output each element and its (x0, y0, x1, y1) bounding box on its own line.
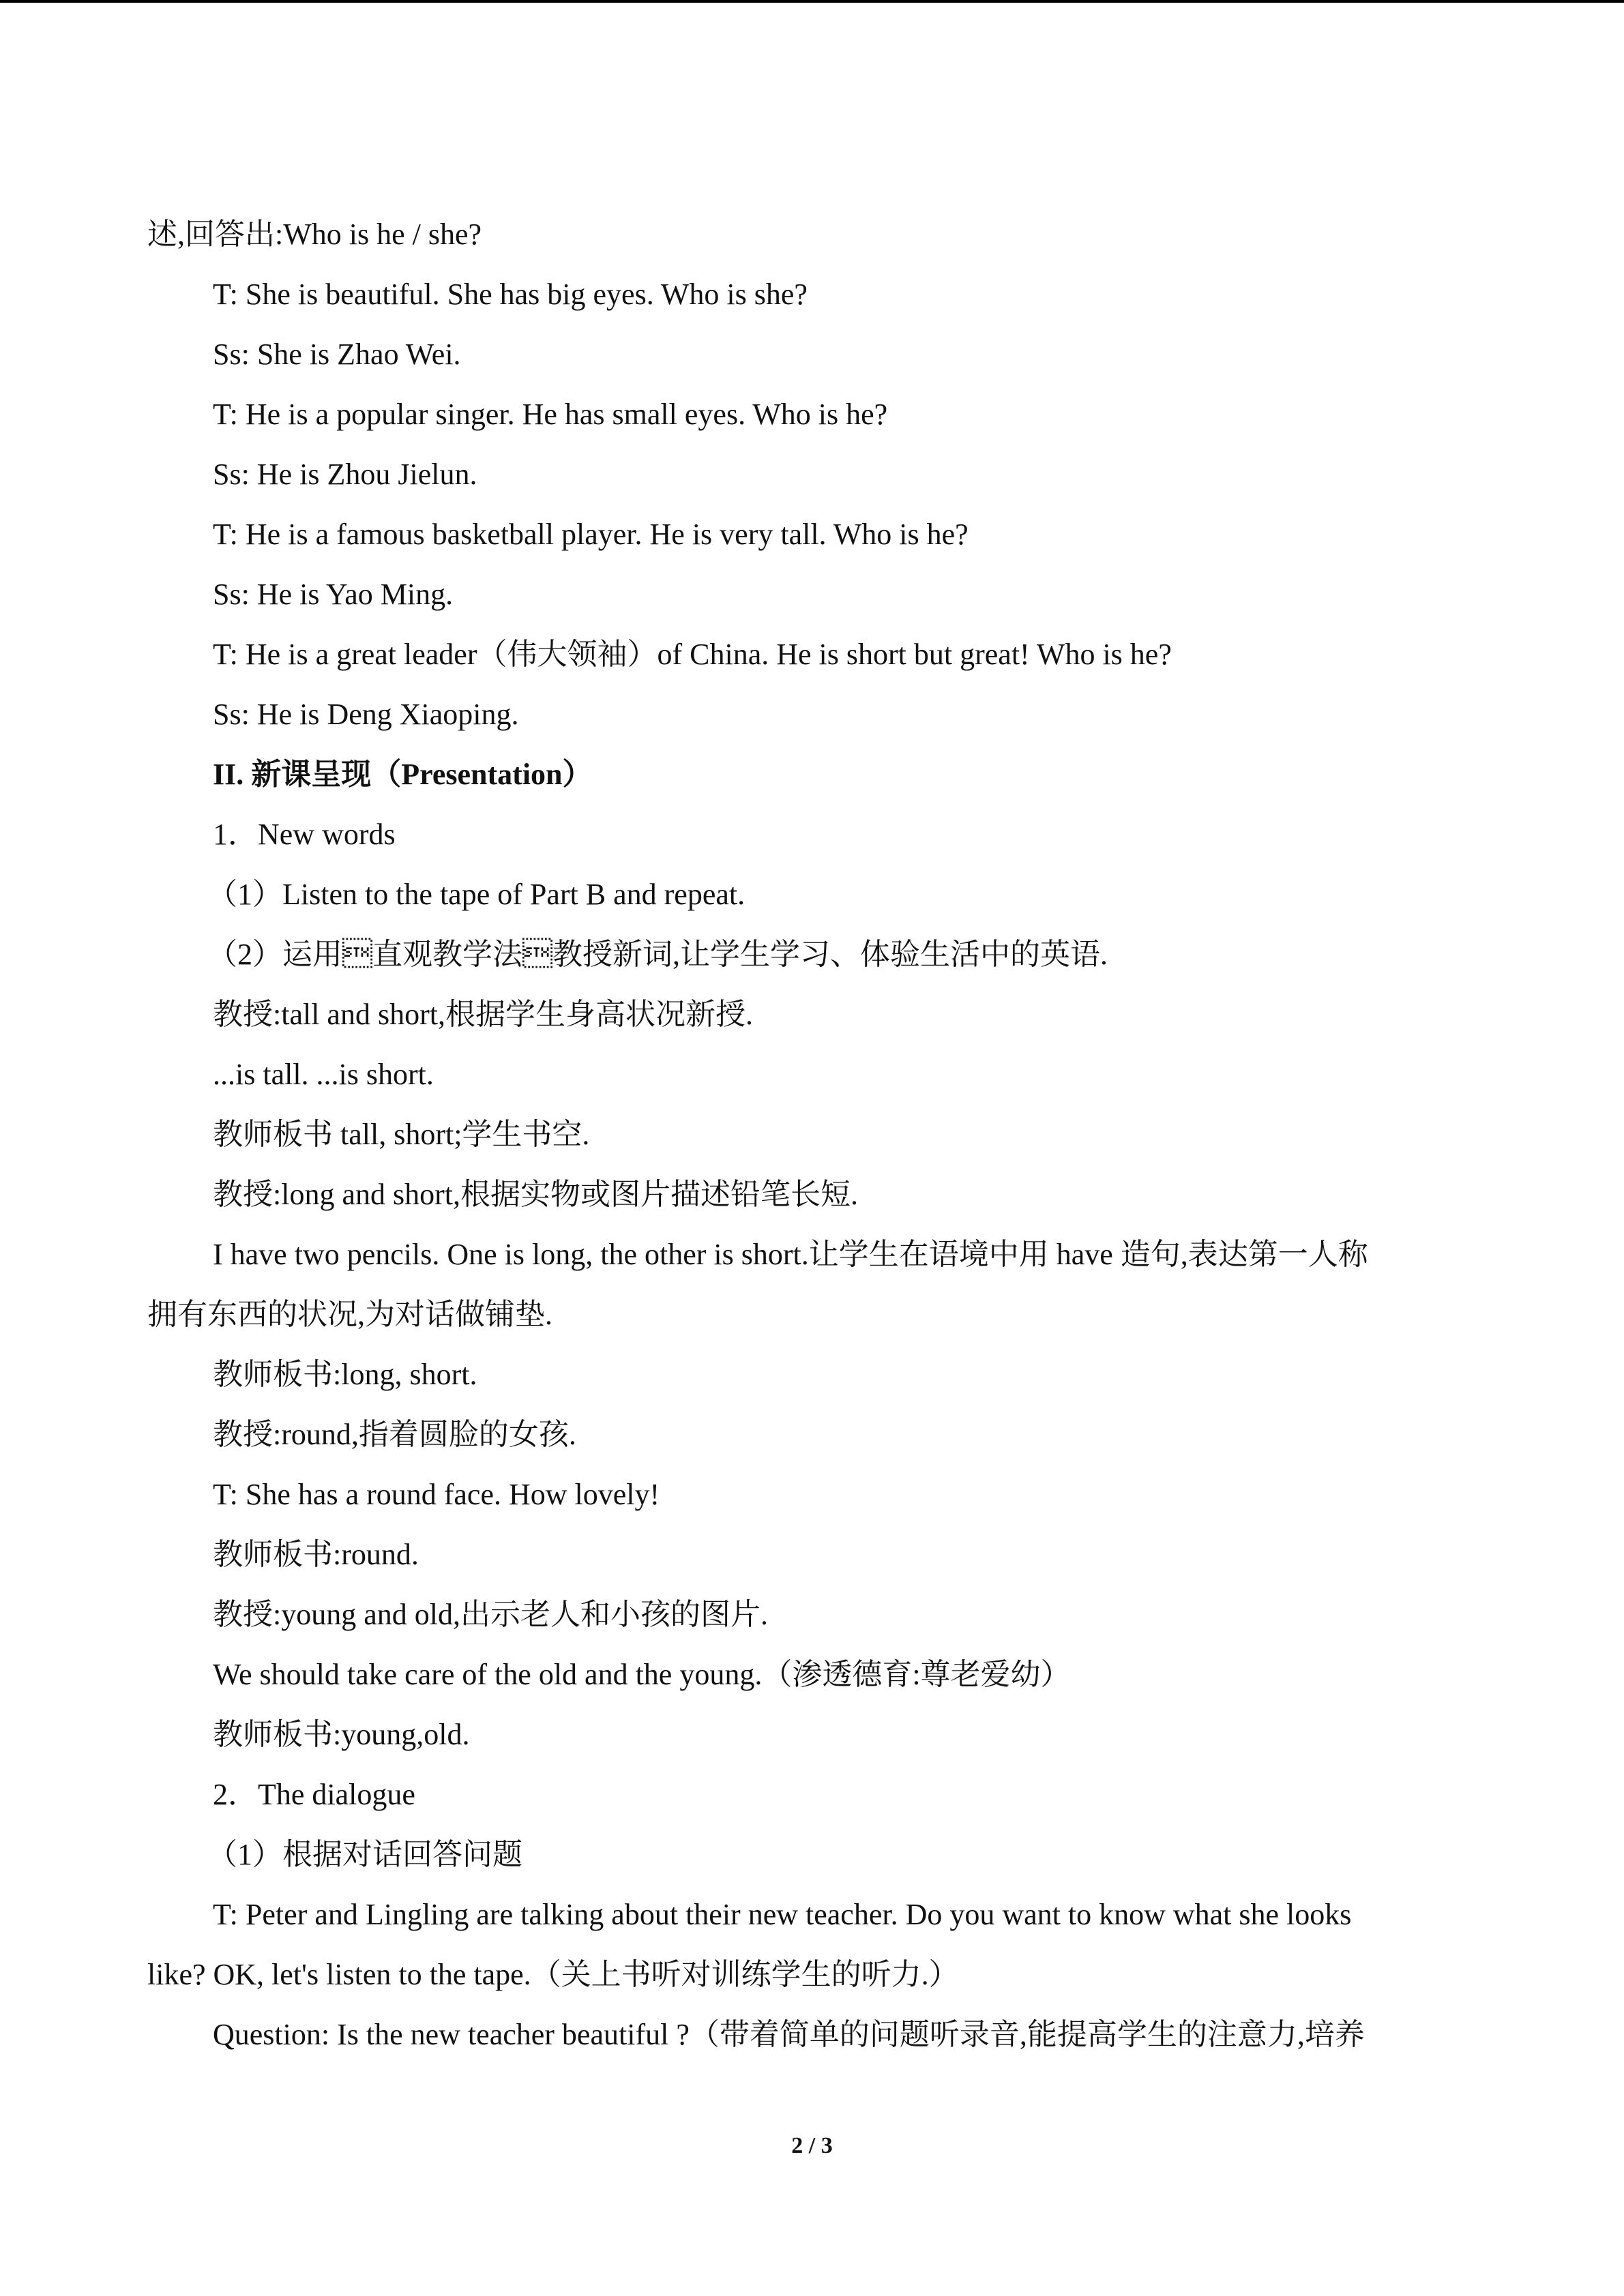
text-line: Ss: He is Zhou Jielun. (213, 458, 477, 491)
text-line: Ss: He is Yao Ming. (213, 578, 454, 611)
text-line: T: She is beautiful. She has big eyes. Who is she? (213, 278, 808, 311)
text-line: 教授:long and short,根据实物或图片描述铅笔长短. (213, 1178, 858, 1211)
text-line: Question: Is the new teacher beautiful ?（带着简单的问题听录音,能提高学生的注意力,培养 (213, 2018, 1365, 2051)
text-line: 教师板书:young,old. (213, 1718, 470, 1751)
text-line: T: He is a popular singer. He has small eyes. Who is he? (213, 398, 888, 431)
text-line: 教师板书 tall, short;学生书空. (213, 1118, 590, 1151)
text-line: 拥有东西的状况,为对话做铺垫. (147, 1298, 552, 1331)
text-line: We should take care of the old and the young.（渗透德育:尊老爱幼） (213, 1658, 1071, 1691)
text-line: Ss: She is Zhao Wei. (213, 338, 461, 371)
text-line: Ss: He is Deng Xiaoping. (213, 698, 519, 731)
page-number: 2 / 3 (791, 2133, 833, 2158)
text-line: I have two pencils. One is long, the other is short.让学生在语境中用 have 造句,表达第一人称 (213, 1238, 1368, 1271)
text-line: 教师板书:long, short. (213, 1358, 477, 1391)
text-line: 教授:young and old,出示老人和小孩的图片. (213, 1598, 768, 1631)
text-line: T: She has a round face. How lovely! (213, 1478, 660, 1511)
text-line: （2）运用直观教学法教授新词,让学生学习、体验生活中的英语. (207, 938, 1108, 971)
text-line: 教授:round,指着圆脸的女孩. (213, 1418, 576, 1451)
section-heading: II. 新课呈现（Presentation） (213, 758, 593, 791)
text-line: （1）根据对话回答问题 (207, 1838, 522, 1871)
text-line: T: Peter and Lingling are talking about their new teacher. Do you want to know what she looks (213, 1898, 1352, 1931)
text-line: ...is tall. ...is short. (213, 1058, 434, 1091)
text-line: （1）Listen to the tape of Part B and repeat. (207, 878, 745, 911)
subsection-heading: 1．New words (213, 818, 396, 851)
subsection-heading: 2．The dialogue (213, 1778, 415, 1811)
text-line: 教授:tall and short,根据学生身高状况新授. (213, 998, 753, 1031)
text-line: like? OK, let's listen to the tape.（关上书听对训练学生的听力.） (147, 1958, 959, 1991)
top-border (0, 0, 1624, 3)
text-line: T: He is a great leader（伟大领袖）of China. He is short but great! Who is he? (213, 638, 1172, 671)
text-line: 述,回答出:Who is he / she? (147, 218, 482, 251)
text-line: T: He is a famous basketball player. He is very tall. Who is he? (213, 518, 969, 551)
text-line: 教师板书:round. (213, 1538, 419, 1571)
